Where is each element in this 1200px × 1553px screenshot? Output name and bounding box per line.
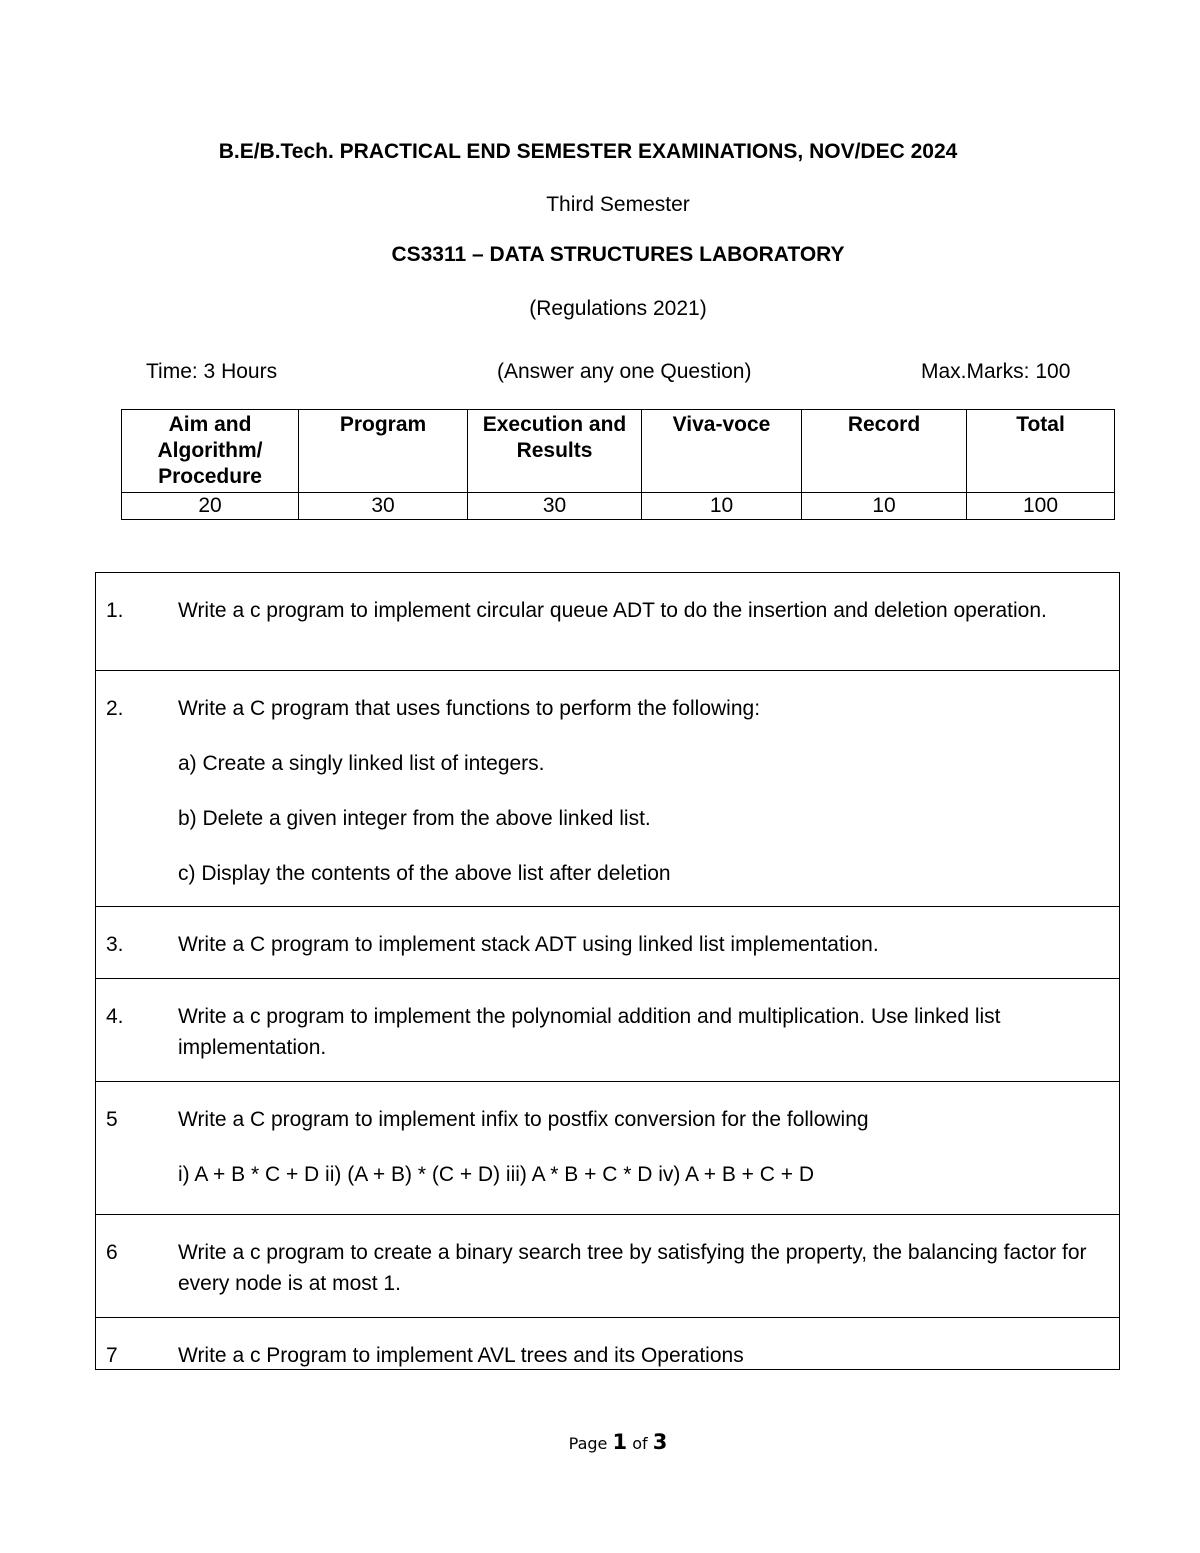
marks-header-cell: Record xyxy=(802,410,967,493)
question-body xyxy=(178,929,1105,960)
of-word: of xyxy=(632,1434,648,1453)
question-body xyxy=(178,1237,1105,1299)
marks-header-cell: Execution and Results xyxy=(468,410,642,493)
question-row xyxy=(96,979,1119,1082)
question-row xyxy=(96,1215,1119,1318)
question-number: 7 xyxy=(106,1344,118,1367)
question-number: 6 xyxy=(106,1241,118,1264)
question-body xyxy=(178,693,1105,889)
page-footer xyxy=(0,1430,1200,1454)
question-body xyxy=(178,1104,1105,1190)
total-pages-number: 3 xyxy=(652,1430,668,1454)
marks-table-value-row xyxy=(122,493,1115,520)
question-number: 3. xyxy=(106,933,124,956)
question-subitem: a) Create a singly linked list of integers. xyxy=(178,752,545,775)
marks-distribution-table xyxy=(121,409,1115,520)
question-number: 5 xyxy=(106,1108,118,1131)
marks-header-cell: Program xyxy=(299,410,468,493)
marks-table-header-row xyxy=(122,410,1115,493)
question-number: 1. xyxy=(106,599,124,622)
question-text: Write a c program to create a binary search tree by satisfying the property, the balancing factor for every node is at most 1. xyxy=(178,1241,1087,1295)
question-subitem: i) A + B * C + D ii) (A + B) * (C + D) iii) A * B + C * D iv) A + B + C + D xyxy=(178,1163,815,1186)
max-marks: Max.Marks: 100 xyxy=(921,360,1071,383)
marks-value-cell: 20 xyxy=(122,493,299,520)
marks-value-cell: 10 xyxy=(642,493,802,520)
question-body xyxy=(178,1340,1105,1371)
marks-header-cell: Total xyxy=(967,410,1115,493)
course-title: CS3311 – DATA STRUCTURES LABORATORY xyxy=(391,243,845,266)
marks-value-cell: 30 xyxy=(299,493,468,520)
question-row xyxy=(96,671,1119,907)
question-subitem: c) Display the contents of the above list after deletion xyxy=(178,862,671,885)
question-body xyxy=(178,1001,1105,1063)
marks-header-cell: Aim and Algorithm/ Procedure xyxy=(122,410,299,493)
exam-instruction: (Answer any one Question) xyxy=(497,360,752,383)
question-body xyxy=(178,595,1105,626)
question-text: Write a C program to implement stack ADT using linked list implementation. xyxy=(178,933,879,956)
marks-value-cell: 100 xyxy=(967,493,1115,520)
question-number: 4. xyxy=(106,1005,124,1028)
page-word: Page xyxy=(568,1434,608,1453)
question-row xyxy=(96,907,1119,979)
exam-duration: Time: 3 Hours xyxy=(146,360,278,383)
question-text: Write a c program to implement circular queue ADT to do the insertion and deletion operation. xyxy=(178,599,1047,622)
question-row xyxy=(96,1318,1119,1368)
regulations-label: (Regulations 2021) xyxy=(529,297,707,320)
current-page-number: 1 xyxy=(612,1430,628,1454)
marks-header-cell: Viva-voce xyxy=(642,410,802,493)
marks-value-cell: 10 xyxy=(802,493,967,520)
question-subitem: b) Delete a given integer from the above linked list. xyxy=(178,807,651,830)
question-text: Write a C program to implement infix to postfix conversion for the following xyxy=(178,1108,869,1131)
question-row xyxy=(96,1082,1119,1215)
question-text: Write a c program to implement the polynomial addition and multiplication. Use linked list implementation. xyxy=(178,1005,1001,1059)
exam-title: B.E/B.Tech. PRACTICAL END SEMESTER EXAMINATIONS, NOV/DEC 2024 xyxy=(218,140,958,163)
question-number: 2. xyxy=(106,697,124,720)
question-row xyxy=(96,573,1119,671)
question-text: Write a c Program to implement AVL trees and its Operations xyxy=(178,1344,744,1367)
questions-table xyxy=(95,572,1120,1370)
semester-label: Third Semester xyxy=(546,193,690,216)
question-text: Write a C program that uses functions to perform the following: xyxy=(178,697,761,720)
marks-value-cell: 30 xyxy=(468,493,642,520)
